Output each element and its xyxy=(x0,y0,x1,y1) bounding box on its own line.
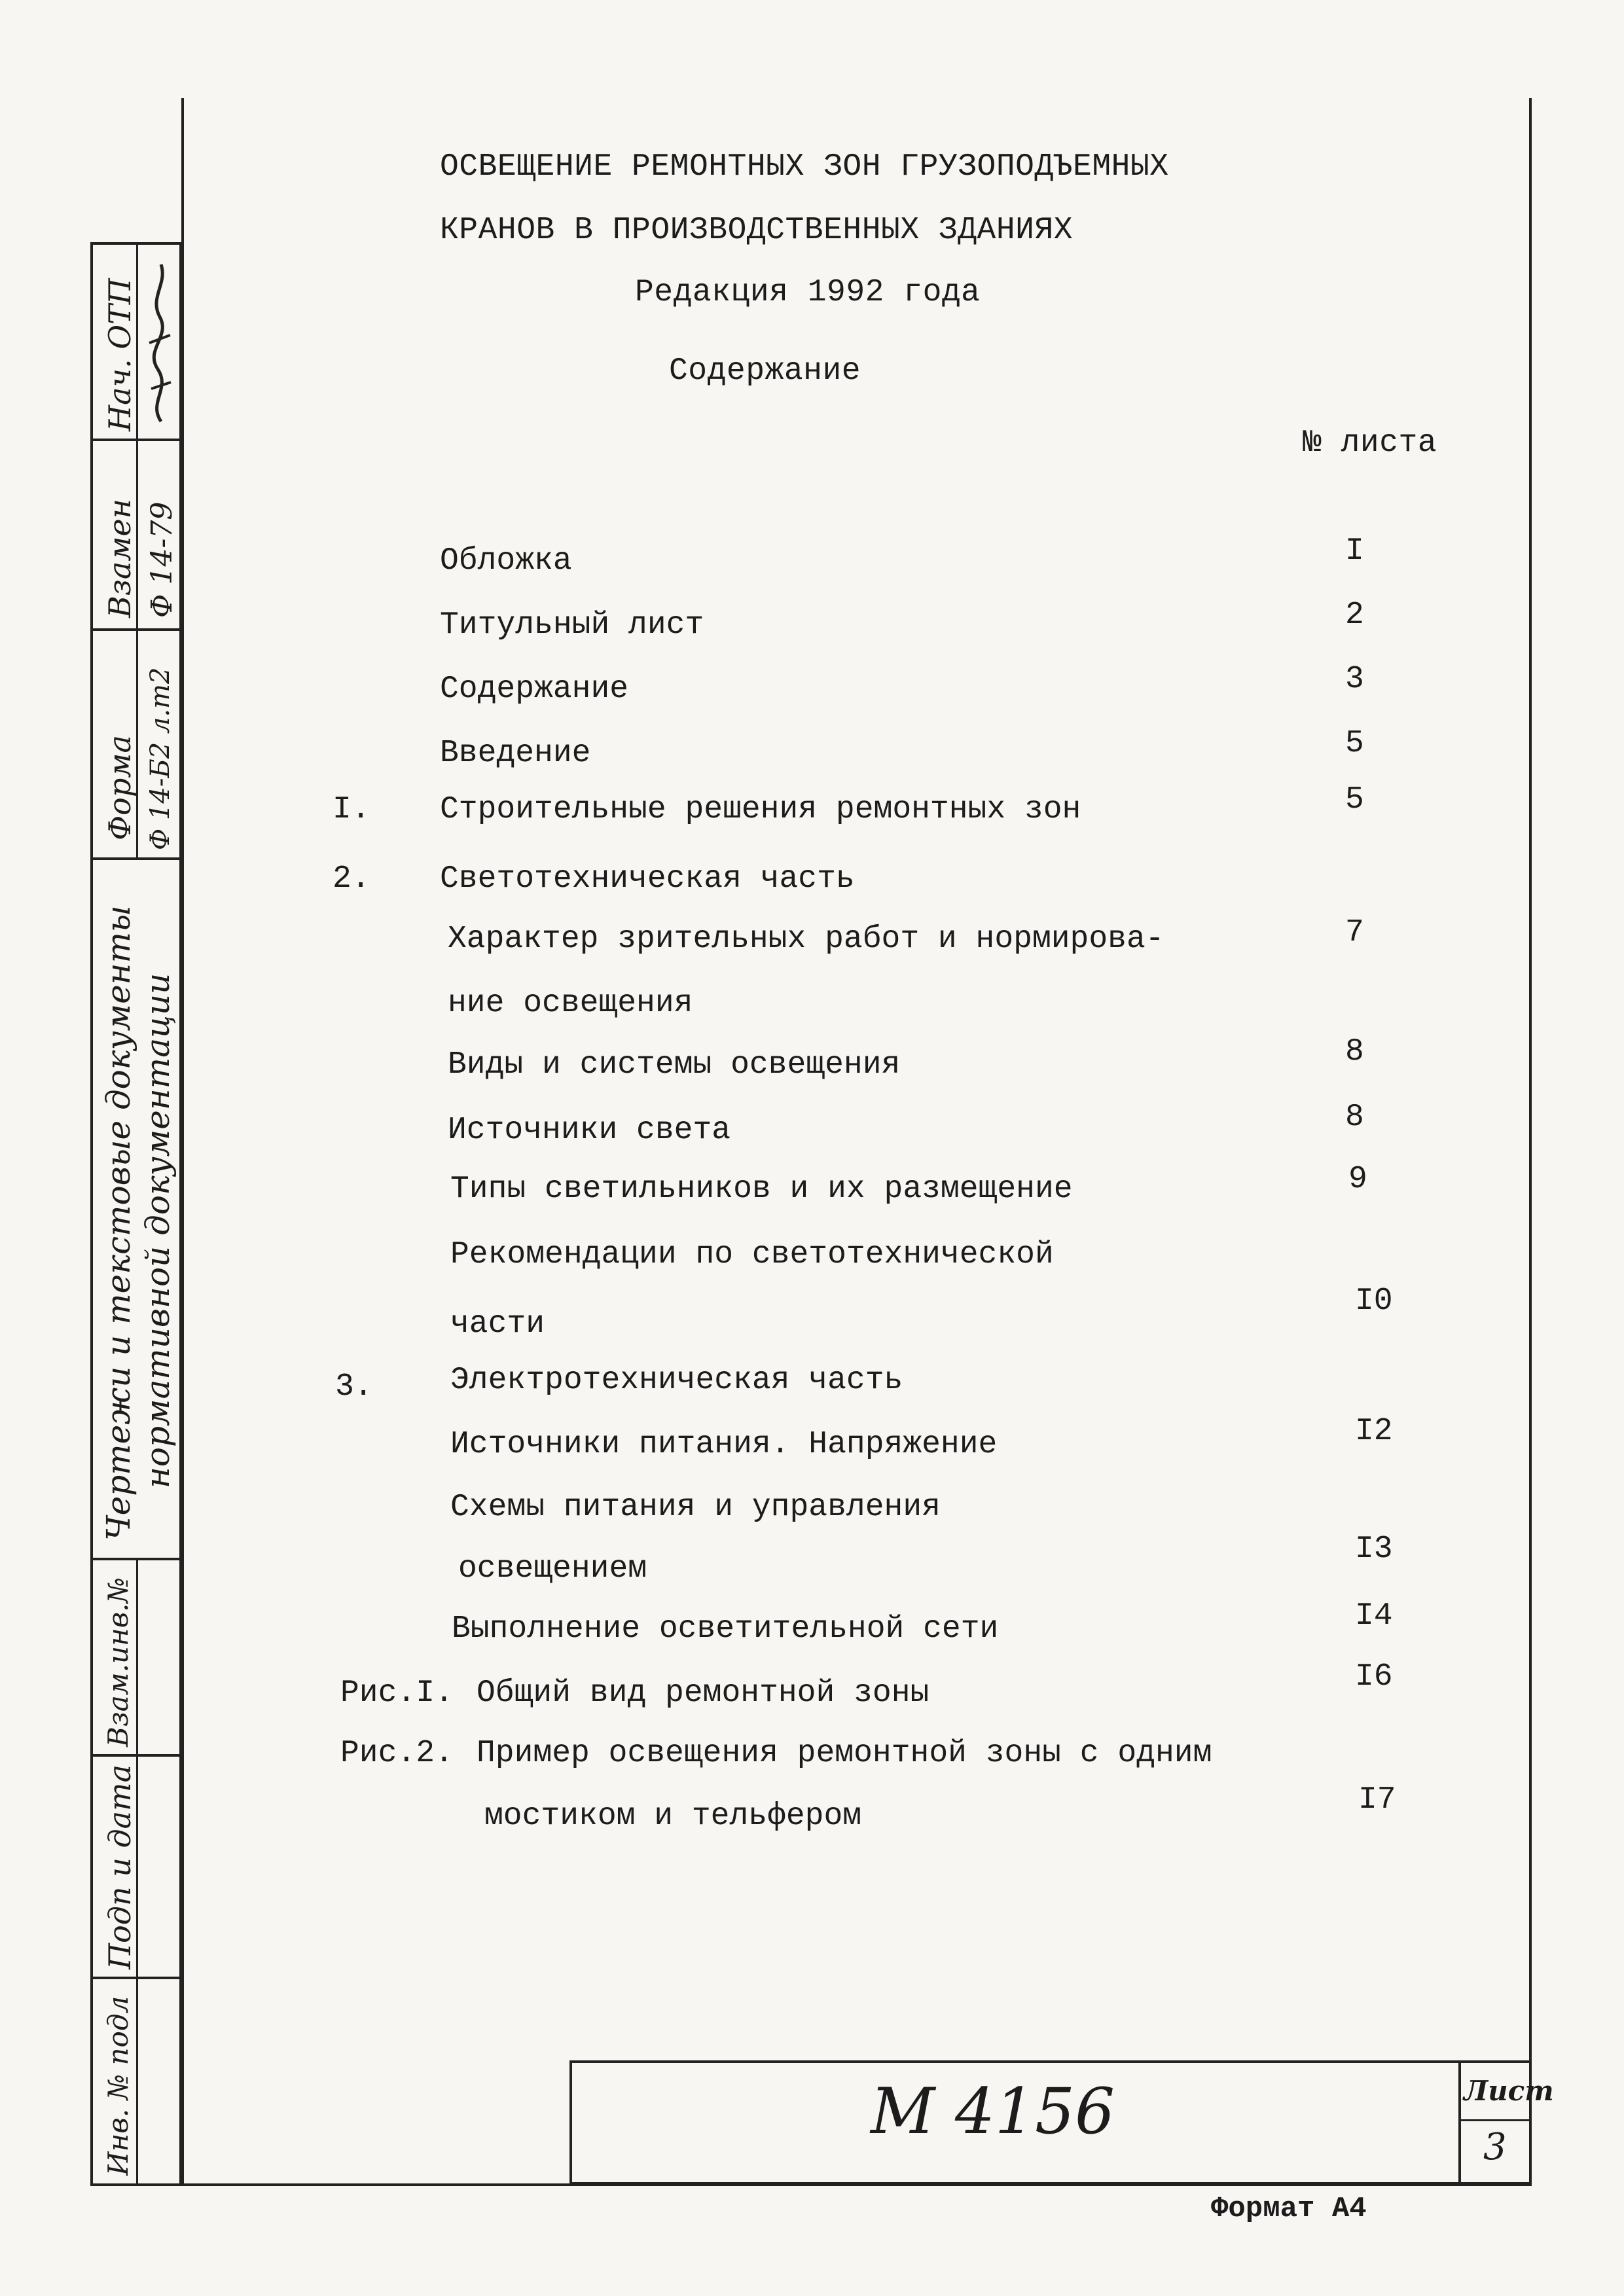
side-cell-drawings xyxy=(93,860,179,1560)
toc-row-num: Рис.2. xyxy=(340,1736,454,1771)
toc-row-num: 2. xyxy=(333,861,370,897)
toc-row-title: мостиком и тельфером xyxy=(484,1799,862,1834)
sheet-number: 3 xyxy=(1483,2126,1507,2168)
forma-value: Ф 14-Б2 л.т2 xyxy=(145,667,175,850)
toc-row-title: Общий вид ремонтной зоны xyxy=(477,1676,929,1711)
drawings-line2: нормативной документации xyxy=(139,973,177,1488)
frame-right-line xyxy=(1529,98,1532,2186)
side-cell-podp-data xyxy=(93,1757,179,1979)
toc-row-title: Строительные решения ремонтных зон xyxy=(440,792,1081,827)
title-line-1: ОСВЕЩЕНИЕ РЕМОНТНЫХ ЗОН ГРУЗОПОДЪЕМНЫХ xyxy=(440,149,1169,185)
sheet-number-box xyxy=(1458,2060,1554,2185)
toc-row-page: I7 xyxy=(1358,1782,1396,1818)
document-code: М 4156 xyxy=(871,2075,1115,2148)
toc-row-title: Виды и системы освещения xyxy=(448,1047,901,1083)
toc-row-num: 3. xyxy=(335,1369,373,1405)
side-cell-nach-otp xyxy=(93,245,179,441)
toc-row-page: 2 xyxy=(1345,598,1364,633)
drawings-line1: Чертежи и текстовые документы xyxy=(99,905,137,1541)
toc-row-page: 5 xyxy=(1345,726,1364,761)
forma-label: Форма xyxy=(102,735,137,840)
toc-row-title: Пример освещения ремонтной зоны с одним xyxy=(477,1736,1212,1771)
sheet-column-label: № листа xyxy=(1303,425,1437,461)
toc-row-page: I xyxy=(1345,533,1364,569)
toc-row-page: I6 xyxy=(1355,1659,1393,1695)
toc-row-page: 3 xyxy=(1345,662,1364,697)
toc-row-title: Схемы питания и управления xyxy=(450,1490,941,1525)
toc-row-page: 8 xyxy=(1345,1034,1364,1069)
toc-row-page: I3 xyxy=(1355,1532,1393,1567)
toc-row-title: Типы светильников и их размещение xyxy=(450,1172,1073,1207)
side-cell-vzamen xyxy=(93,441,179,631)
sheet-label: Лист xyxy=(1464,2075,1554,2107)
toc-row-page: 7 xyxy=(1345,915,1364,950)
toc-row-num: I. xyxy=(333,792,370,827)
toc-row-title: Титульный лист xyxy=(440,607,704,643)
toc-row-num: Рис.I. xyxy=(340,1676,454,1711)
vzamen-value: Ф 14-79 xyxy=(145,501,179,618)
title-line-2: КРАНОВ В ПРОИЗВОДСТВЕННЫХ ЗДАНИЯХ xyxy=(440,213,1074,248)
toc-row-title: Выполнение осветительной сети xyxy=(452,1611,999,1647)
toc-row-title: части xyxy=(450,1306,545,1342)
toc-row-title: Обложка xyxy=(440,543,572,579)
format-label: Формат А4 xyxy=(1211,2193,1367,2225)
vzam-inv-label: Взам.инв.№ xyxy=(102,1577,134,1747)
toc-row-page: I0 xyxy=(1355,1283,1393,1319)
toc-row-title: Содержание xyxy=(440,672,629,707)
toc-row-page: I4 xyxy=(1355,1598,1393,1634)
toc-row-title: Источники питания. Напряжение xyxy=(450,1427,998,1462)
toc-row-title: освещением xyxy=(458,1551,647,1587)
toc-row-title: ние освещения xyxy=(448,986,693,1021)
contents-heading: Содержание xyxy=(669,353,861,389)
toc-row-page: 8 xyxy=(1345,1100,1364,1135)
toc-row-page: 5 xyxy=(1345,782,1364,817)
toc-row-title: Рекомендации по светотехнической xyxy=(450,1237,1054,1272)
side-stamp-strip xyxy=(90,242,182,2186)
podp-data-label: Подп и дата xyxy=(102,1764,137,1969)
toc-row-page: I2 xyxy=(1355,1414,1393,1449)
toc-row-title: Введение xyxy=(440,736,591,771)
vzamen-label: Взамен xyxy=(102,499,137,618)
toc-row-title: Электротехническая часть xyxy=(450,1363,903,1398)
toc-row-title: Светотехническая часть xyxy=(440,861,855,897)
inv-podl-label: Инв. № подл xyxy=(102,1996,134,2176)
side-cell-inv-podl xyxy=(93,1979,179,2183)
toc-row-title: Характер зрительных работ и нормирова- xyxy=(448,922,1164,957)
toc-row-page: 9 xyxy=(1348,1162,1367,1197)
side-cell-forma xyxy=(93,631,179,860)
nach-otp-label: Нач. ОТП xyxy=(102,278,137,431)
signature-icon xyxy=(141,258,177,428)
side-cell-vzam-inv xyxy=(93,1560,179,1757)
edition-text: Редакция 1992 года xyxy=(635,275,981,310)
toc-row-title: Источники света xyxy=(448,1113,731,1148)
